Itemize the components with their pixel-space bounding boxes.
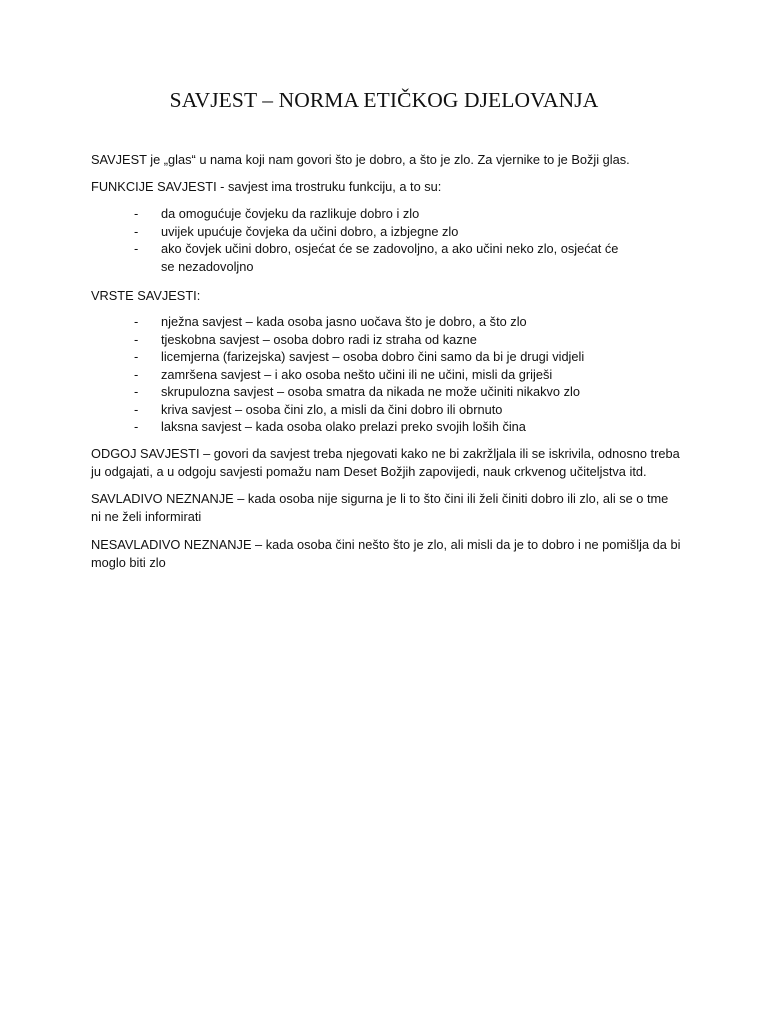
list-item xyxy=(91,205,681,223)
insurmountable-ignorance-paragraph: NESAVLADIVO NEZNANJE – kada osoba čini nešto što je zlo, ali misli da je to dobro i ne pomišlja da bi moglo biti zlo xyxy=(91,537,681,570)
bullet-dash: - xyxy=(134,331,139,347)
list-item xyxy=(91,331,681,349)
list-item xyxy=(91,348,681,366)
intro-paragraph: SAVJEST je „glas“ u nama koji nam govori što je dobro, a što je zlo. Za vjernike to je Božji glas. xyxy=(91,152,630,167)
list-item xyxy=(91,240,681,275)
bullet-dash: - xyxy=(134,241,139,256)
bullet-dash: - xyxy=(134,401,139,417)
list-item-text: laksna savjest – kada osoba olako prelazi preko svojih loših čina xyxy=(161,419,526,434)
bullet-dash: - xyxy=(134,419,139,434)
list-item-text: zamršena savjest – i ako osoba nešto učini ili ne učini, misli da griješi xyxy=(161,366,553,382)
bullet-dash: - xyxy=(134,384,139,399)
bullet-dash: - xyxy=(134,314,139,329)
upbringing-paragraph: ODGOJ SAVJESTI – govori da savjest treba njegovati kako ne bi zakržljala ili se iskrivila, odnosno treba ju odgajati, a u odgoju savjesti pomažu nam Deset Božjih zapovijedi, nauk crkvenog učiteljstva itd. xyxy=(91,446,680,479)
surmountable-ignorance-paragraph: SAVLADIVO NEZNANJE – kada osoba nije sigurna je li to što čini ili želi činiti dobro ili zlo, ali se o tme ni ne želi informirati xyxy=(91,491,669,524)
list-item xyxy=(91,223,681,241)
bullet-dash: - xyxy=(134,206,139,221)
functions-heading: FUNKCIJE SAVJESTI - savjest ima trostruku funkciju, a to su: xyxy=(91,179,442,194)
bullet-dash: - xyxy=(134,349,139,364)
list-item xyxy=(91,383,681,401)
list-item xyxy=(91,418,681,436)
types-list xyxy=(91,313,681,436)
functions-list xyxy=(91,205,681,275)
list-item-text: kriva savjest – osoba čini zlo, a misli da čini dobro ili obrnuto xyxy=(161,401,503,417)
list-item-text: uvijek upućuje čovjeka da učini dobro, a izbjegne zlo xyxy=(161,223,459,239)
list-item xyxy=(91,313,681,331)
list-item-text: da omogućuje čovjeku da razlikuje dobro i zlo xyxy=(161,206,420,221)
page-title: SAVJEST – NORMA ETIČKOG DJELOVANJA xyxy=(169,88,599,112)
list-item-text: licemjerna (farizejska) savjest – osoba dobro čini samo da bi je drugi vidjeli xyxy=(161,349,585,364)
list-item-text: skrupulozna savjest – osoba smatra da nikada ne može učiniti nikakvo zlo xyxy=(161,384,580,399)
list-item xyxy=(91,366,681,384)
bullet-dash: - xyxy=(134,223,139,239)
list-item-text: ako čovjek učini dobro, osjećat će se zadovoljno, a ako učini neko zlo, osjećat će se nezadovoljno xyxy=(161,241,619,274)
list-item-text: nježna savjest – kada osoba jasno uočava što je dobro, a što zlo xyxy=(161,314,527,329)
bullet-dash: - xyxy=(134,366,139,382)
types-heading: VRSTE SAVJESTI: xyxy=(91,288,201,303)
list-item-text: tjeskobna savjest – osoba dobro radi iz straha od kazne xyxy=(161,331,477,347)
list-item xyxy=(91,401,681,419)
